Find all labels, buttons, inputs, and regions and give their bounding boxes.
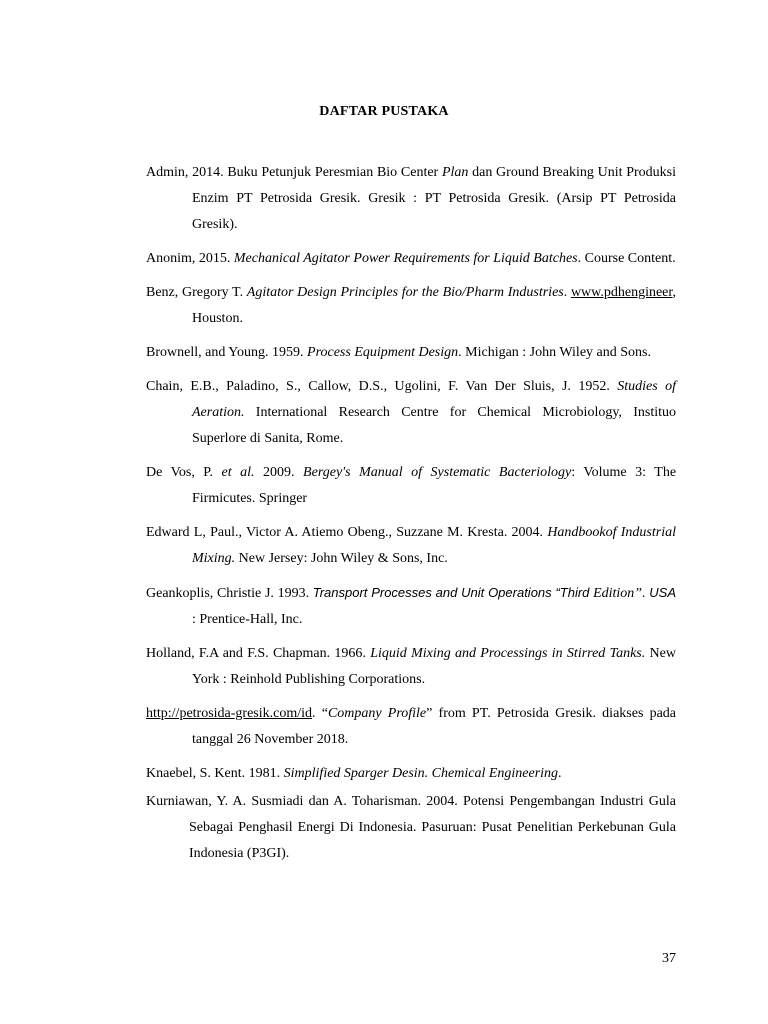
reference-de-vos: De Vos, P. et al. 2009. Bergey's Manual of Systematic Bacteriology: Volume 3: The Firmicutes. Springer — [146, 465, 677, 506]
reference-kurniawan: Kurniawan, Y. A. Susmiadi dan A. Toharisman. 2004. Potensi Pengembangan Industri Gula Sebagai Penghasil Energi Di Indonesia. Pasuruan: Pusat Penelitian Perkebunan Gula Indonesia (P3GI). — [146, 794, 676, 861]
petrosida-link[interactable]: http://petrosida-gresik.com/id — [146, 706, 313, 721]
reference-chain: Chain, E.B., Paladino, S., Callow, D.S., Ugolini, F. Van Der Sluis, J. 1952. Studies of Aeration. International Research Centre for Chemical Microbiology, Instituo Superlore di Sanita, Rome. — [146, 379, 676, 446]
reference-knaebel: Knaebel, S. Kent. 1981. Simplified Sparger Desin. Chemical Engineering. — [146, 766, 562, 781]
reference-geankoplis: Geankoplis, Christie J. 1993. Transport Processes and Unit Operations “Third Edition”. USA : Prentice-Hall, Inc. — [146, 585, 676, 627]
reference-edward: Edward L, Paul., Victor A. Atiemo Obeng., Suzzane M. Kresta. 2004. Handbookof Industrial Mixing. New Jersey: John Wiley & Sons, Inc. — [146, 525, 676, 566]
reference-petrosida-website: http://petrosida-gresik.com/id. “Company Profile” from PT. Petrosida Gresik. diakses pada tanggal 26 November 2018. — [146, 706, 677, 747]
reference-admin: Admin, 2014. Buku Petunjuk Peresmian Bio Center Plan dan Ground Breaking Unit Produksi Enzim PT Petrosida Gresik. Gresik : PT Petrosida Gresik. (Arsip PT Petrosida Gresik). — [146, 165, 676, 232]
page-number: 37 — [662, 951, 676, 966]
reference-list — [146, 160, 676, 875]
reference-anonim: Anonim, 2015. Mechanical Agitator Power Requirements for Liquid Batches. Course Content. — [146, 251, 676, 266]
reference-benz: Benz, Gregory T. Agitator Design Principles for the Bio/Pharm Industries. www.pdhengineer, Houston. — [146, 285, 676, 326]
pdhengineer-link[interactable]: www.pdhengineer — [570, 285, 673, 300]
reference-holland: Holland, F.A and F.S. Chapman. 1966. Liquid Mixing and Processings in Stirred Tanks. New York : Reinhold Publishing Corporations. — [146, 646, 676, 687]
page-title: DAFTAR PUSTAKA — [319, 104, 449, 119]
reference-brownell: Brownell, and Young. 1959. Process Equipment Design. Michigan : John Wiley and Sons. — [146, 345, 651, 360]
